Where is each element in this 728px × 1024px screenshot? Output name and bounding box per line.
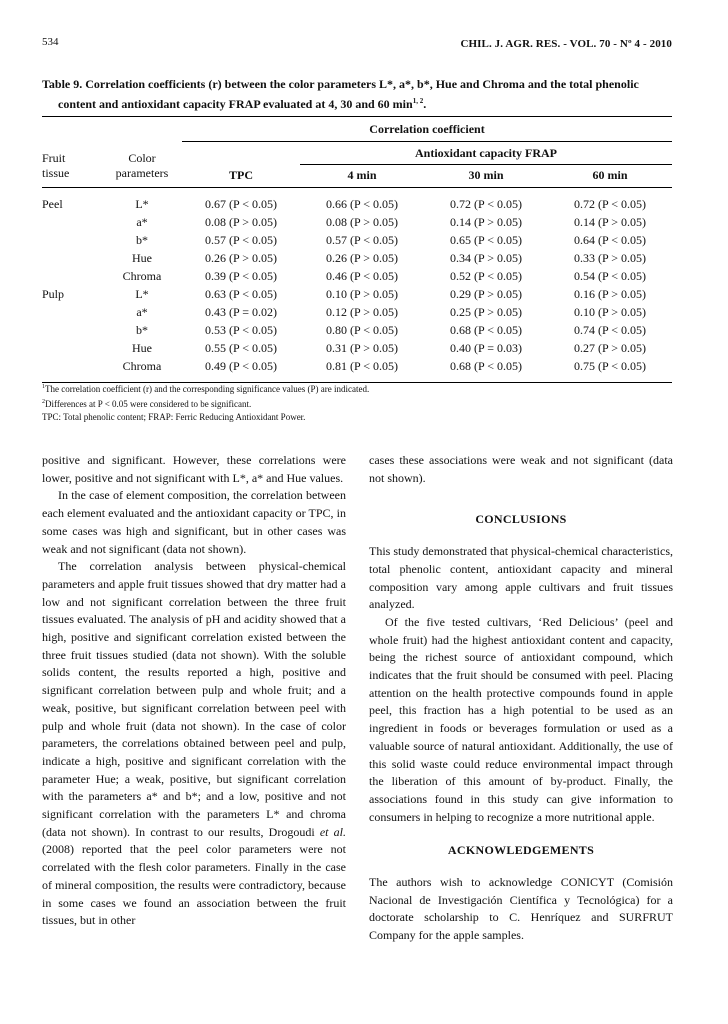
cell-color-parameter: a* — [136, 215, 148, 229]
right-paragraph-1: cases these associations were weak and not significant (data not shown). — [369, 453, 673, 485]
footnote-2-text: Differences at P < 0.05 were considered to be significant. — [45, 399, 252, 409]
cell-frap-4-min: 0.12 (P > 0.05) — [326, 305, 398, 319]
caption-superscript: 1, 2 — [412, 97, 424, 105]
table-row — [42, 187, 672, 214]
table-row — [42, 304, 672, 322]
cell-frap-60-min: 0.72 (P < 0.05) — [574, 197, 646, 211]
cell-frap-60-min: 0.74 (P < 0.05) — [574, 323, 646, 337]
footnote-1-sup: 1 — [42, 384, 45, 390]
caption-text-1: Correlation coefficients (r) between the color parameters L*, a*, b*, Hue and Chroma and the total phenolic — [82, 77, 639, 91]
header-tpc: TPC — [229, 168, 253, 182]
table-row — [42, 358, 672, 383]
left-paragraph-3-part-a: The correlation analysis between physical-chemical parameters and apple fruit tissues showed that dry matter had a low and not significant correlation between the three fruit tissues evaluated. The analysis of pH and acidity showed that a high, positive and significant correlation existed between the three fruit tissues studied (data not shown). With the soluble solids content, the results reported a high, positive and significant correlation between pulp and whole fruit; and a weak, positive, but significant correlation between peel with pulp and whole fruit (data not shown). In the case of color parameters, the correlations obtained between peel and pulp, indicate a high, positive and significant correlation with the parameter Hue; a weak, positive, but significant correlation with the parameters a* and b*; and a low, positive and not significant correlation with the parameters L* and chroma (data not shown). In contrast to our results, Drogoudi — [42, 559, 346, 839]
header-antioxidant-frap: Antioxidant capacity FRAP — [300, 142, 672, 165]
cell-frap-4-min: 0.81 (P < 0.05) — [326, 359, 398, 373]
cell-frap-30-min: 0.68 (P < 0.05) — [450, 359, 522, 373]
cell-tpc: 0.39 (P < 0.05) — [205, 269, 277, 283]
header-30-min: 30 min — [468, 168, 504, 183]
table-row — [42, 322, 672, 340]
page-number: 534 — [42, 36, 59, 48]
table-row — [42, 340, 672, 358]
footnote-3 — [42, 411, 672, 424]
cell-frap-30-min: 0.72 (P < 0.05) — [450, 197, 522, 211]
header-60-min: 60 min — [592, 168, 628, 183]
cell-color-parameter: b* — [136, 323, 148, 337]
table-row — [42, 250, 672, 268]
caption-text-2: content and antioxidant capacity FRAP evaluated at 4, 30 and 60 min — [58, 97, 413, 111]
cell-frap-30-min: 0.40 (P = 0.03) — [450, 341, 522, 355]
cell-tpc: 0.57 (P < 0.05) — [205, 233, 277, 247]
cell-frap-30-min: 0.68 (P < 0.05) — [450, 323, 522, 337]
cell-fruit-tissue: Peel — [42, 197, 63, 211]
table-row — [42, 232, 672, 250]
cell-frap-30-min: 0.34 (P > 0.05) — [450, 251, 522, 265]
cell-frap-60-min: 0.64 (P < 0.05) — [574, 233, 646, 247]
table-row — [42, 268, 672, 286]
cell-color-parameter: b* — [136, 233, 148, 247]
table-caption — [42, 76, 674, 113]
header-4-min: 4 min — [347, 168, 377, 183]
cell-frap-30-min: 0.29 (P > 0.05) — [450, 287, 522, 301]
cell-tpc: 0.26 (P > 0.05) — [205, 251, 277, 265]
cell-color-parameter: L* — [135, 197, 149, 211]
cell-fruit-tissue — [42, 214, 102, 232]
cell-color-parameter: L* — [135, 287, 149, 301]
left-column — [42, 452, 346, 930]
cell-frap-4-min: 0.66 (P < 0.05) — [326, 197, 398, 211]
cell-fruit-tissue — [42, 322, 102, 340]
caption-end: . — [423, 97, 427, 111]
cell-fruit-tissue — [42, 268, 102, 286]
cell-fruit-tissue — [42, 250, 102, 268]
cell-frap-60-min: 0.75 (P < 0.05) — [574, 359, 646, 373]
cell-tpc: 0.67 (P < 0.05) — [205, 197, 277, 211]
cell-tpc: 0.08 (P > 0.05) — [205, 215, 277, 229]
et-al-italic: et al. — [319, 824, 346, 839]
cell-frap-30-min: 0.65 (P < 0.05) — [450, 233, 522, 247]
correlation-table — [42, 116, 672, 383]
table-row — [42, 286, 672, 304]
right-column — [369, 452, 673, 945]
cell-frap-4-min: 0.80 (P < 0.05) — [326, 323, 398, 337]
header-tissue-text: tissue — [42, 165, 70, 180]
cell-fruit-tissue — [42, 232, 102, 250]
header-fruit-text: Fruit — [42, 150, 66, 165]
cell-fruit-tissue — [42, 340, 102, 358]
left-paragraph-3-part-b: (2008) reported that the peel color parameters were not correlated with the flesh color parameters. Finally in the case of mineral composition, the results were contradictory, because in some cases we found an association between the fruit tissues, but in other — [42, 842, 346, 928]
left-paragraph-2: In the case of element composition, the correlation between each element evaluated and the antioxidant capacity or TPC, in some cases was high and significant, but in other cases was weak and not significant (data not shown). — [42, 488, 346, 556]
cell-tpc: 0.55 (P < 0.05) — [205, 341, 277, 355]
left-paragraph-3 — [42, 558, 346, 930]
cell-frap-60-min: 0.33 (P > 0.05) — [574, 251, 646, 265]
cell-frap-4-min: 0.26 (P > 0.05) — [326, 251, 398, 265]
cell-color-parameter: Chroma — [122, 359, 162, 373]
footnote-2-sup: 2 — [42, 399, 45, 405]
cell-fruit-tissue — [42, 358, 102, 383]
cell-frap-60-min: 0.27 (P > 0.05) — [574, 341, 646, 355]
cell-tpc: 0.49 (P < 0.05) — [205, 359, 277, 373]
left-paragraph-1: positive and significant. However, these correlations were lower, positive and not significant with L*, a* and Hue values. — [42, 453, 346, 485]
header-correlation-coefficient: Correlation coefficient — [182, 117, 672, 142]
header-fruit-tissue — [42, 142, 102, 188]
cell-tpc: 0.63 (P < 0.05) — [205, 287, 277, 301]
table-body — [42, 187, 672, 382]
conclusions-heading: CONCLUSIONS — [475, 512, 567, 527]
right-paragraph-4: The authors wish to acknowledge CONICYT (Comisión Nacional de Investigación Científica y Tecnológica) for a doctorate scholarship to C. Henríquez and SURFRUT Company for the apple samples. — [369, 875, 673, 943]
cell-frap-30-min: 0.14 (P > 0.05) — [450, 215, 522, 229]
acknowledgements-heading: ACKNOWLEDGEMENTS — [447, 843, 595, 858]
cell-color-parameter: Chroma — [122, 269, 162, 283]
right-paragraph-2: This study demonstrated that physical-chemical characteristics, total phenolic content, antioxidant capacity and mineral composition vary among apple cultivars and fruit tissues analyzed. — [369, 544, 673, 612]
cell-tpc: 0.53 (P < 0.05) — [205, 323, 277, 337]
cell-frap-4-min: 0.31 (P > 0.05) — [326, 341, 398, 355]
cell-color-parameter: Hue — [132, 251, 152, 265]
cell-fruit-tissue: Pulp — [42, 287, 65, 301]
footnote-3-text: TPC: Total phenolic content; FRAP: Ferric Reducing Antioxidant Power. — [42, 412, 306, 422]
cell-frap-60-min: 0.54 (P < 0.05) — [574, 269, 646, 283]
header-parameters-text: parameters — [115, 165, 169, 180]
cell-fruit-tissue — [42, 304, 102, 322]
table-footnotes — [42, 381, 672, 424]
header-color-text: Color — [128, 150, 156, 165]
cell-frap-30-min: 0.25 (P > 0.05) — [450, 305, 522, 319]
cell-tpc: 0.43 (P = 0.02) — [205, 305, 277, 319]
cell-frap-4-min: 0.57 (P < 0.05) — [326, 233, 398, 247]
cell-frap-60-min: 0.10 (P > 0.05) — [574, 305, 646, 319]
footnote-1-text: The correlation coefficient (r) and the corresponding significance values (P) are indicated. — [45, 384, 370, 394]
footnote-1 — [42, 381, 672, 396]
footnote-2 — [42, 396, 672, 411]
cell-frap-4-min: 0.08 (P > 0.05) — [326, 215, 398, 229]
table-row — [42, 214, 672, 232]
caption-label: Table 9. — [42, 77, 83, 91]
cell-color-parameter: Hue — [132, 341, 152, 355]
right-paragraph-3: Of the five tested cultivars, ‘Red Delicious’ (peel and whole fruit) had the highest antioxidant content and capacity, being the richest source of antioxidant compound, which indicates that the fruit should be consumed with peel. Placing attention on the health protective compounds found in apple peel, this fraction has a high potential to be used as an ingredient in foods or beverages formulation or used as a valuable source of natural antioxidant. Additionally, the use of this solid waste could reduce environmental impact through the liberation of this amount of by-product. Finally, the associations found in this study can give information to consumers in helping to recognize a more nutritional apple. — [369, 614, 673, 824]
cell-frap-60-min: 0.16 (P > 0.05) — [574, 287, 646, 301]
cell-frap-4-min: 0.10 (P > 0.05) — [326, 287, 398, 301]
cell-frap-4-min: 0.46 (P < 0.05) — [326, 269, 398, 283]
cell-color-parameter: a* — [136, 305, 148, 319]
cell-frap-60-min: 0.14 (P > 0.05) — [574, 215, 646, 229]
journal-running-head: CHIL. J. AGR. RES. - VOL. 70 - Nº 4 - 2010 — [460, 38, 672, 50]
header-color-parameters — [102, 142, 182, 188]
cell-frap-30-min: 0.52 (P < 0.05) — [450, 269, 522, 283]
